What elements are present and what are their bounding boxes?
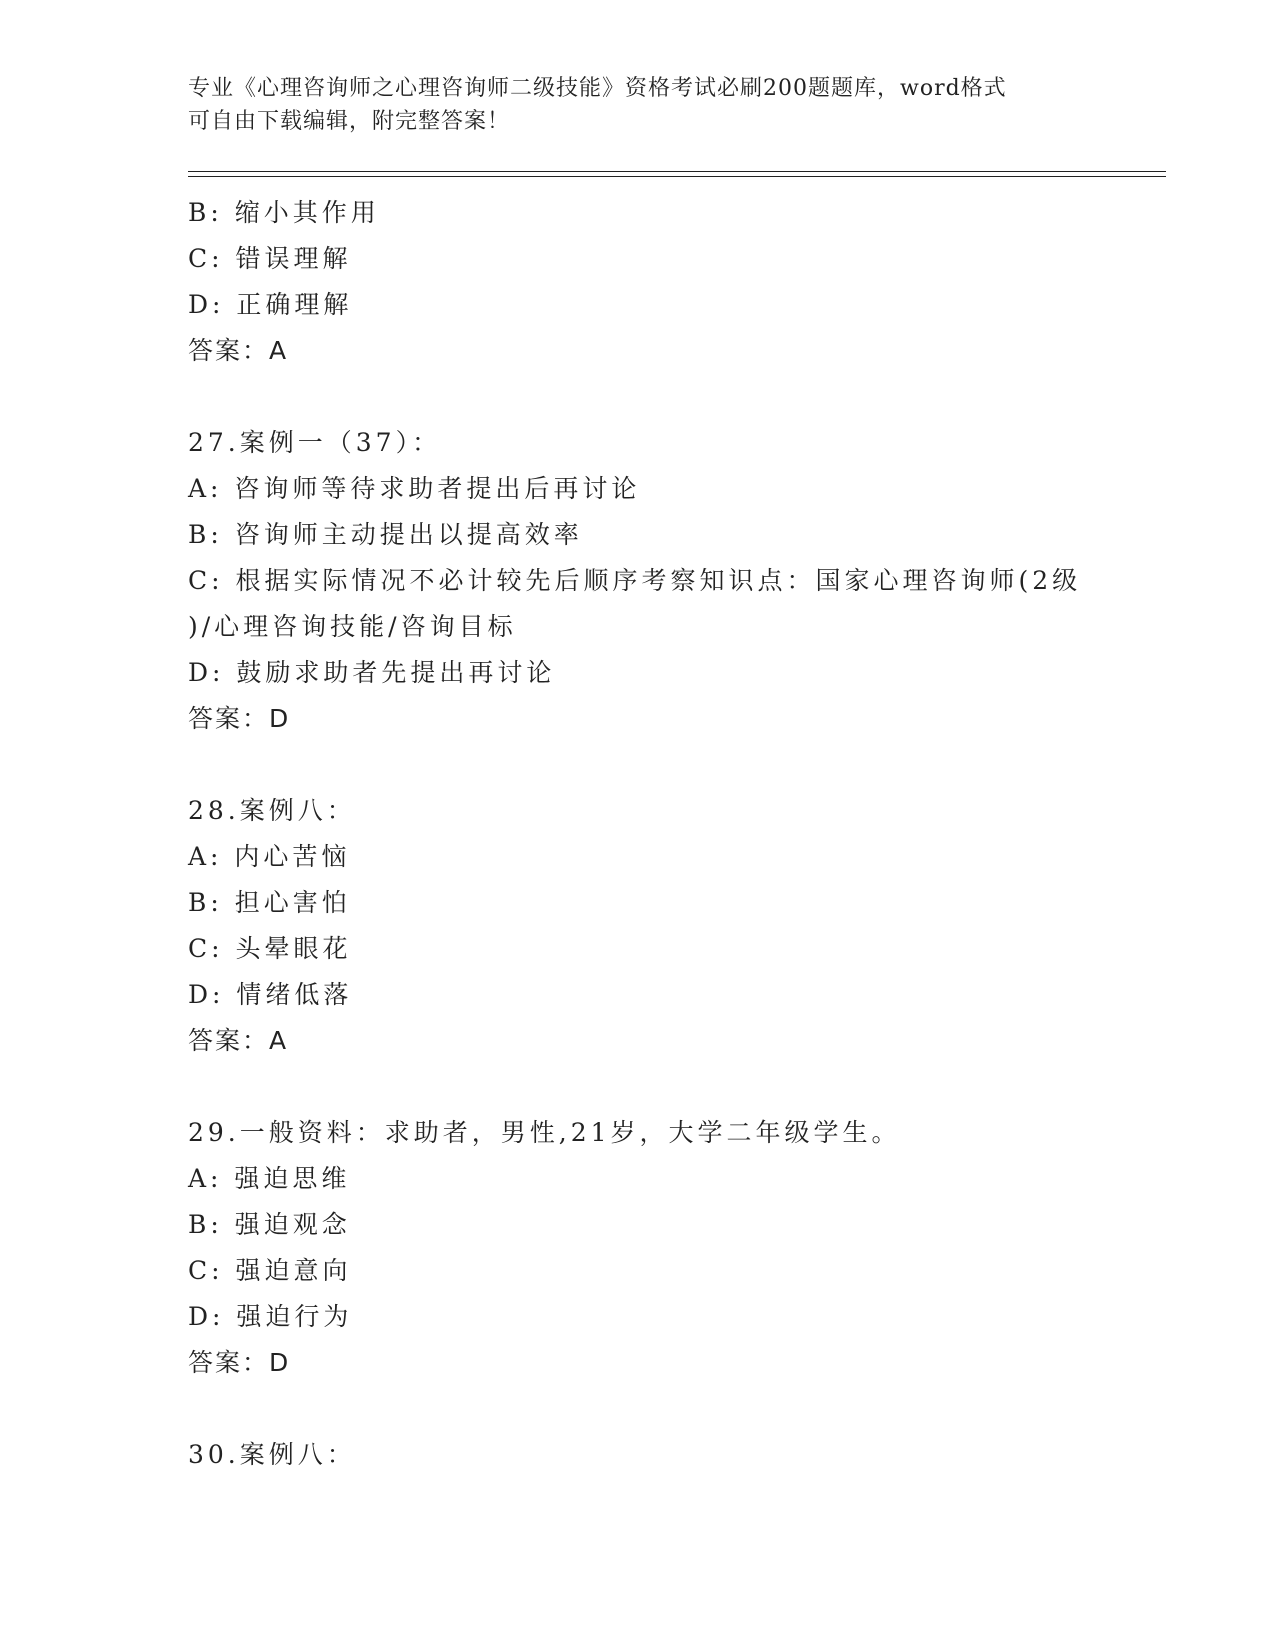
- option-b: B: 缩小其作用: [188, 198, 380, 227]
- option-b: B: 强迫观念: [188, 1210, 351, 1239]
- option-c-continued: )/心理咨询技能/咨询目标: [188, 612, 517, 641]
- option-a: A: 咨询师等待求助者提出后再讨论: [188, 474, 641, 503]
- page-header: [188, 72, 1088, 138]
- header-rule-bottom: [188, 176, 1166, 177]
- question-title: 28.案例八：: [188, 796, 356, 825]
- option-b: B: 咨询师主动提出以提高效率: [188, 520, 583, 549]
- question-list: [188, 190, 1088, 1478]
- header-rule-top: [188, 171, 1166, 172]
- option-d: D: 强迫行为: [188, 1302, 353, 1331]
- answer: 答案：D: [188, 1348, 291, 1377]
- option-b: B: 担心害怕: [188, 888, 351, 917]
- option-a: A: 强迫思维: [188, 1164, 351, 1193]
- question-title: 27.案例一（37）：: [188, 428, 442, 457]
- question-29: [188, 1110, 1088, 1386]
- question-title: 29.一般资料：求助者，男性,21岁，大学二年级学生。: [188, 1118, 901, 1147]
- question-30: [188, 1432, 1088, 1478]
- question-title: 30.案例八：: [188, 1440, 356, 1469]
- header-line-1: 专业《心理咨询师之心理咨询师二级技能》资格考试必刷200题题库，word格式: [188, 76, 1007, 101]
- option-d: D: 情绪低落: [188, 980, 353, 1009]
- header-line-2: 可自由下载编辑，附完整答案！: [188, 109, 511, 134]
- prev-question: [188, 190, 1088, 374]
- option-c: C: 头晕眼花: [188, 934, 352, 963]
- option-d: D: 正确理解: [188, 290, 353, 319]
- answer: 答案：D: [188, 704, 291, 733]
- option-d: D: 鼓励求助者先提出再讨论: [188, 658, 556, 687]
- option-c: C: 错误理解: [188, 244, 352, 273]
- option-a: A: 内心苦恼: [188, 842, 351, 871]
- answer: 答案：A: [188, 336, 289, 365]
- question-27: [188, 420, 1088, 742]
- question-28: [188, 788, 1088, 1064]
- answer: 答案：A: [188, 1026, 289, 1055]
- option-c: C: 根据实际情况不必计较先后顺序考察知识点：国家心理咨询师(2级: [188, 566, 1082, 595]
- option-c: C: 强迫意向: [188, 1256, 352, 1285]
